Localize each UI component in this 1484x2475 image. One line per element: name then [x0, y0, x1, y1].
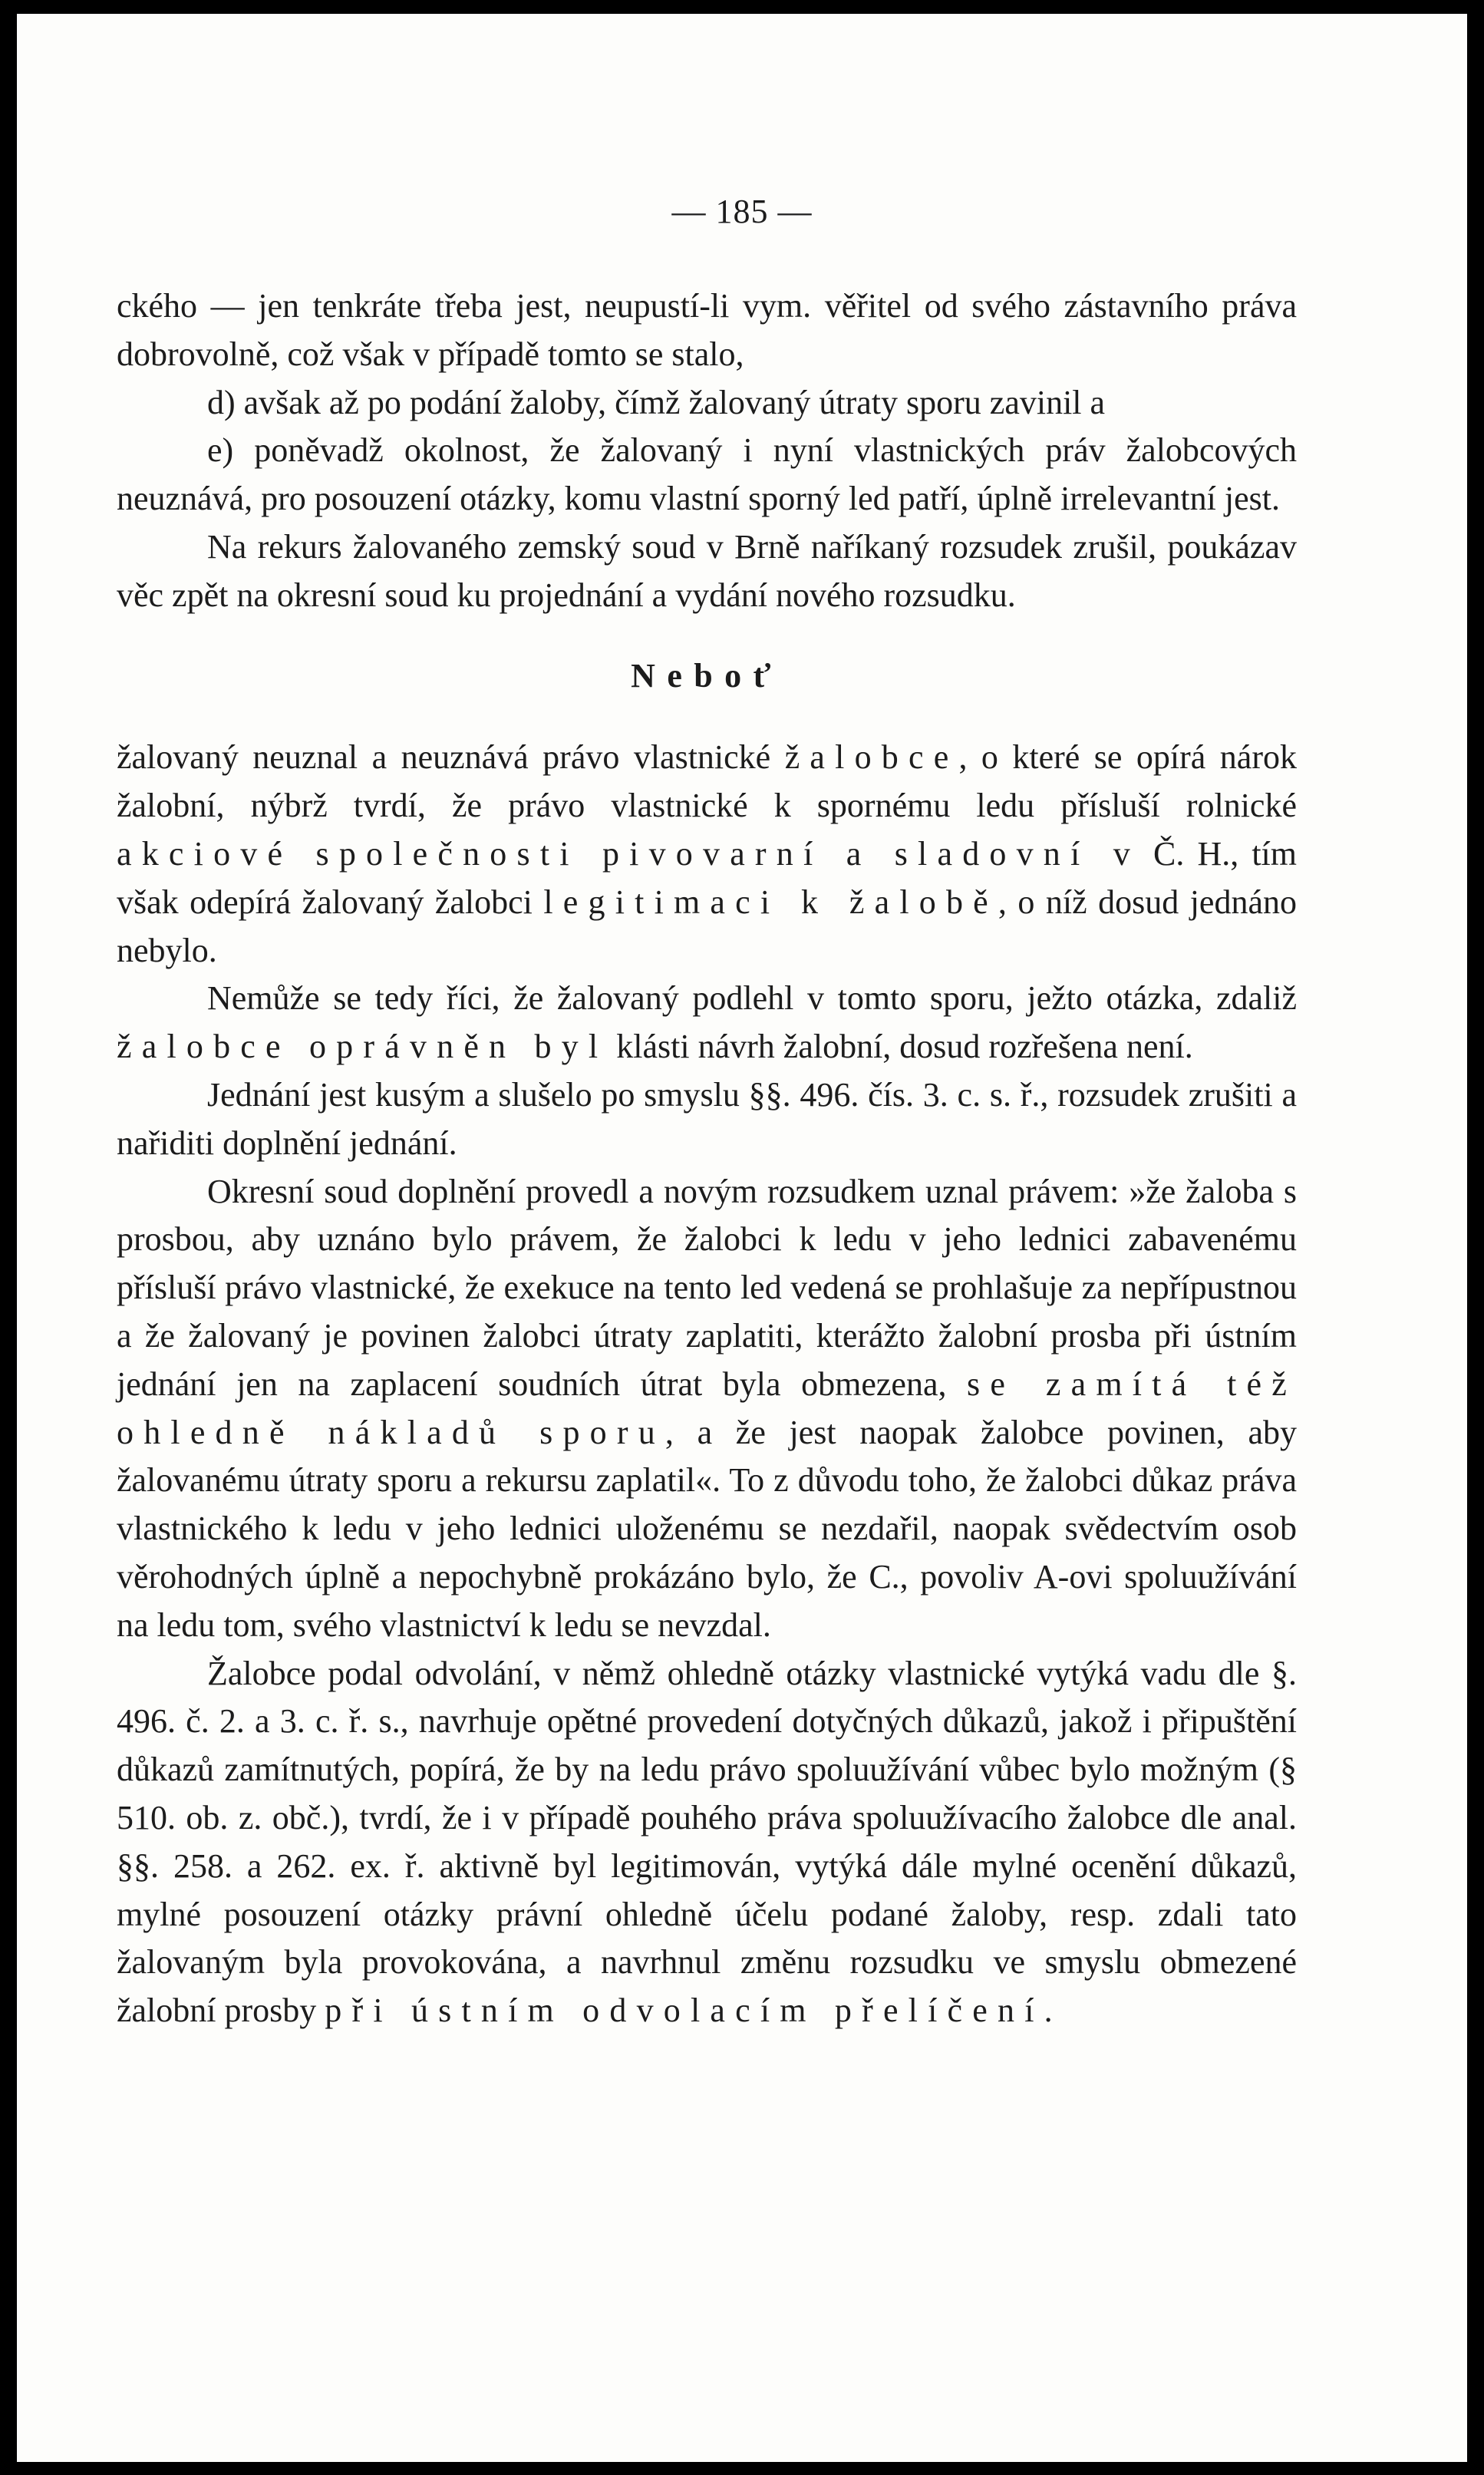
paragraph: Jednání jest kusým a slušelo po smyslu §§. 496. čís. 3. c. s. ř., rozsudek zrušiti a nařiditi doplnění jednání.	[117, 1075, 1297, 1162]
body-text	[117, 282, 1297, 2035]
text-run: .	[1044, 1992, 1053, 2030]
text-run: žalovaný neuznal a neuznává právo vlastnické	[117, 738, 785, 777]
text-run: Žalobce podal odvolání, v němž ohledně otázky vlastnické vytýká vadu dle §. 496. č. 2. a 3. c. ř. s., navrhuje opětné provedení dotyčných důkazů, jakož i připuštění důkazů zamítnutých, popírá, že by na ledu právo spoluužívání vůbec bylo možným (§ 510. ob. z. obč.), tvrdí, že i v případě pouhého práva spoluužívacího žalobce dle anal. §§. 258. a 262. ex. ř. aktivně byl legitimován, vytýká dále mylné ocenění důkazů, mylné posouzení otázky právní ohledně účelu podané žaloby, resp. zdali tato žalovaným byla provokována, a navrhnul změnu rozsudku ve smyslu obmezené žalobní prosby	[117, 1654, 1297, 2030]
text-run: klásti návrh žalobní, dosud rozřešena není.	[608, 1028, 1193, 1066]
document-page	[17, 14, 1467, 2462]
paragraph: ckého — jen tenkráte třeba jest, neupustí-li vym. věřitel od svého zástavního práva dobrovolně, což však v případě tomto se stalo,	[117, 287, 1297, 373]
spaced-emphasis: žalobce	[784, 738, 959, 777]
paragraph	[117, 1650, 1297, 2035]
text-run: Nemůže se tedy říci, že žalovaný podlehl v tomto sporu, ježto otázka, zdaliž	[207, 979, 1297, 1018]
paragraph: e) poněvadž okolnost, že žalovaný i nyní vlastnických práv žalobcových neuznává, pro posouzení otázky, komu vlastní sporný led patří, úplně irrelevantní jest.	[117, 431, 1297, 518]
text-run: , o níž dosud jednáno nebylo.	[117, 883, 1297, 969]
text-run: , o které se opírá nárok žalobní, nýbrž tvrdí, že právo vlastnické k spornému ledu přísluší rolnické	[117, 738, 1297, 825]
paragraph	[117, 975, 1297, 1071]
text-run: , a že jest naopak žalobce povinen, aby žalovanému útraty sporu a rekursu zaplatil«. To z důvodu toho, že žalobci důkaz práva vlastnického k ledu v jeho lednici uloženému se nezdařil, naopak svědectvím osob věrohodných úplně a nepochybně prokázáno bylo, že C., povoliv A-ovi spoluužívání na ledu tom, svého vlastnictví k ledu se nevzdal.	[117, 1413, 1298, 1644]
spaced-emphasis: akciové společnosti pivovarní a sladovní v	[117, 834, 1140, 873]
spaced-emphasis: se zamítá též ohledně nákladů sporu	[117, 1365, 1297, 1451]
paragraph	[117, 734, 1297, 975]
text-run: Č. H., tím však odepírá žalovaný žalobci	[117, 834, 1297, 921]
text-run: Okresní soud doplnění provedl a novým rozsudkem uznal právem: »že žaloba s prosbou, aby uznáno bylo právem, že žalobci k ledu v jeho lednici zabavenému přísluší právo vlastnické, že exekuce na tento led vedená se prohlašuje za nepřípustnou a že žalovaný je povinen žalobci útraty zaplatiti, kterážto žalobní prosba při ústním jednání jen na zaplacení soudních útrat byla obmezena,	[117, 1172, 1297, 1403]
paragraph: d) avšak až po podání žaloby, čímž žalovaný útraty sporu zavinil a	[207, 383, 1106, 421]
spaced-emphasis: žalobce oprávněn byl	[117, 1028, 608, 1066]
paragraph: Na rekurs žalovaného zemský soud v Brně naříkaný rozsudek zrušil, poukázav věc zpět na okresní soud ku projednání a vydání nového rozsudku.	[117, 527, 1297, 614]
spaced-emphasis: legitimaci k žalobě	[543, 883, 998, 921]
paragraph	[117, 1168, 1297, 1650]
page-number: — 185 —	[671, 193, 813, 230]
spaced-emphasis: při ústním odvolacím přelíčení	[325, 1992, 1044, 2030]
section-heading: Neboť	[631, 656, 783, 695]
